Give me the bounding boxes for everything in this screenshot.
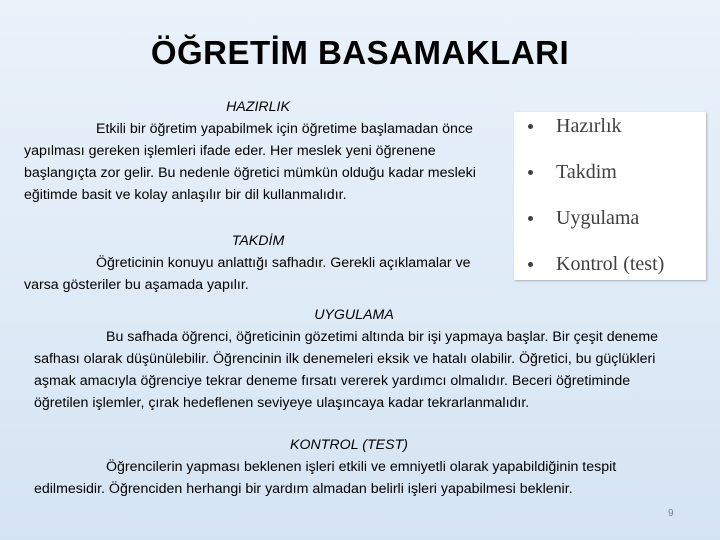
bullet-icon	[528, 124, 533, 129]
bullet-icon	[528, 262, 533, 267]
summary-list	[514, 114, 706, 298]
bullet-icon	[528, 170, 533, 175]
bullet-icon	[528, 216, 533, 221]
section-text: Bu safhada öğrenci, öğreticinin gözetimi altında bir işi yapmaya başlar. Bir çeşit deneme safhası olarak düşünülebilir. Öğrencinin ilk denemeleri eksik ve hatalı olabilir. Öğretici, bu güçlükleri aşmak amacıyla öğrenciye tekrar deneme fırsatı vererek yardımcı olmalıdır. Beceri öğretiminde öğretilen işlemler, çırak hedeflenen seviyeye ulaşıncaya kadar tekrarlanmalıdır.	[34, 329, 659, 411]
page-number: 9	[668, 508, 674, 519]
section-heading: HAZIRLIK	[226, 99, 290, 115]
section-heading: KONTROL (TEST)	[290, 437, 408, 453]
summary-list-item	[514, 252, 706, 298]
summary-list-label: Kontrol (test)	[556, 253, 665, 275]
section-heading: UYGULAMA	[314, 307, 394, 323]
section-kontrol	[34, 434, 664, 500]
section-text: Öğrencilerin yapması beklenen işleri etkili ve emniyetli olarak yapabildiğinin tespit edilmesidir. Öğrenciden herhangi bir yardım almadan belirli işleri yapabilmesi beklenir.	[34, 459, 617, 497]
section-uygulama	[34, 304, 674, 414]
section-hazirlik	[24, 96, 492, 206]
section-takdim	[24, 230, 492, 296]
summary-list-label: Takdim	[556, 161, 617, 183]
summary-list-label: Uygulama	[556, 207, 640, 229]
summary-list-label: Hazırlık	[556, 115, 622, 137]
summary-list-box	[514, 112, 706, 280]
section-heading: TAKDİM	[231, 233, 285, 249]
section-text: Öğreticinin konuyu anlattığı safhadır. Gerekli açıklamalar ve varsa gösteriler bu aşamada yapılır.	[24, 255, 471, 293]
summary-list-item	[514, 160, 706, 206]
summary-list-item	[514, 114, 706, 160]
section-text: Etkili bir öğretim yapabilmek için öğretime başlamadan önce yapılması gereken işlemleri ifade eder. Her meslek yeni öğrenene başlangıçta zor gelir. Bu nedenle öğretici mümkün olduğu kadar mesleki eğitimde basit ve kolay anlaşılır bir dil kullanmalıdır.	[24, 121, 476, 203]
slide-title: ÖĞRETİM BASAMAKLARI	[150, 34, 570, 71]
summary-list-item	[514, 206, 706, 252]
